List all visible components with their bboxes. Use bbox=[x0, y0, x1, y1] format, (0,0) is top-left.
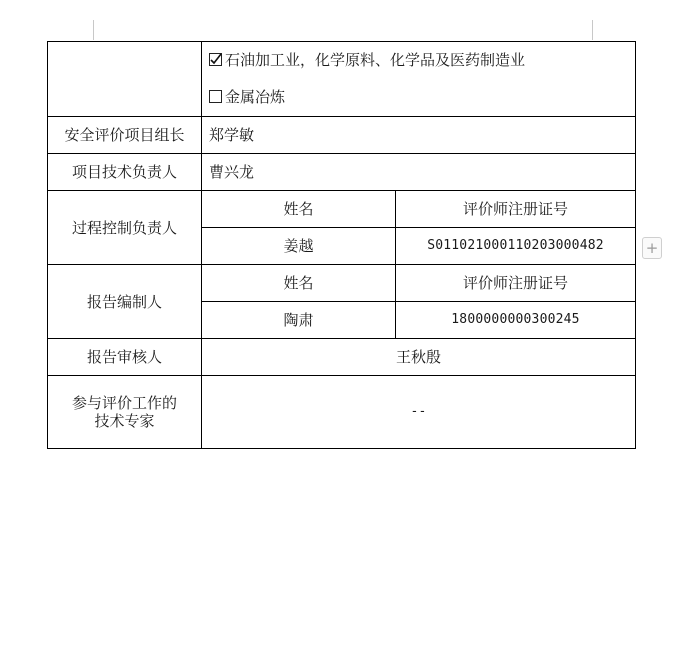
process-control-col-name: 姓名 bbox=[202, 191, 396, 228]
report-author-col-cert: 评价师注册证号 bbox=[396, 265, 636, 302]
report-author-label: 报告编制人 bbox=[48, 265, 202, 339]
page-margin-mark-right bbox=[592, 20, 593, 40]
industry-option-petrochemical[interactable] bbox=[209, 42, 635, 79]
add-row-button[interactable] bbox=[642, 237, 662, 259]
team-leader-value: 郑学敏 bbox=[202, 117, 636, 154]
report-author-cert: 1800000000300245 bbox=[396, 302, 636, 339]
experts-label-line1: 参与评价工作的 bbox=[71, 394, 177, 412]
tech-lead-value: 曹兴龙 bbox=[202, 154, 636, 191]
empty-box-icon[interactable] bbox=[209, 90, 222, 103]
process-control-cert: S011021000110203000482 bbox=[396, 228, 636, 265]
industry-options-cell bbox=[202, 42, 636, 117]
reviewer-row bbox=[48, 339, 636, 376]
industry-row bbox=[48, 42, 636, 117]
experts-label-line2: 技术专家 bbox=[94, 412, 155, 430]
personnel-table bbox=[47, 41, 636, 449]
tech-lead-row bbox=[48, 154, 636, 191]
team-leader-label: 安全评价项目组长 bbox=[48, 117, 202, 154]
process-control-col-cert: 评价师注册证号 bbox=[396, 191, 636, 228]
report-author-name: 陶肃 bbox=[202, 302, 396, 339]
team-leader-row bbox=[48, 117, 636, 154]
report-author-header-row bbox=[48, 265, 636, 302]
industry-label-cell bbox=[48, 42, 202, 117]
experts-label bbox=[48, 376, 202, 449]
experts-row bbox=[48, 376, 636, 449]
tech-lead-label: 项目技术负责人 bbox=[48, 154, 202, 191]
page-margin-mark-left bbox=[93, 20, 94, 40]
report-author-col-name: 姓名 bbox=[202, 265, 396, 302]
industry-option-metal-smelting[interactable] bbox=[209, 79, 635, 116]
experts-value: -- bbox=[202, 376, 636, 449]
checked-box-icon[interactable] bbox=[209, 53, 222, 66]
process-control-name: 姜越 bbox=[202, 228, 396, 265]
industry-option-petrochemical-label: 石油加工业，化学原料、化学品及医药制造业 bbox=[225, 51, 526, 69]
plus-icon: + bbox=[645, 239, 659, 257]
reviewer-label: 报告审核人 bbox=[48, 339, 202, 376]
process-control-header-row bbox=[48, 191, 636, 228]
industry-option-metal-smelting-label: 金属冶炼 bbox=[225, 88, 286, 106]
reviewer-value: 王秋殷 bbox=[202, 339, 636, 376]
process-control-label: 过程控制负责人 bbox=[48, 191, 202, 265]
